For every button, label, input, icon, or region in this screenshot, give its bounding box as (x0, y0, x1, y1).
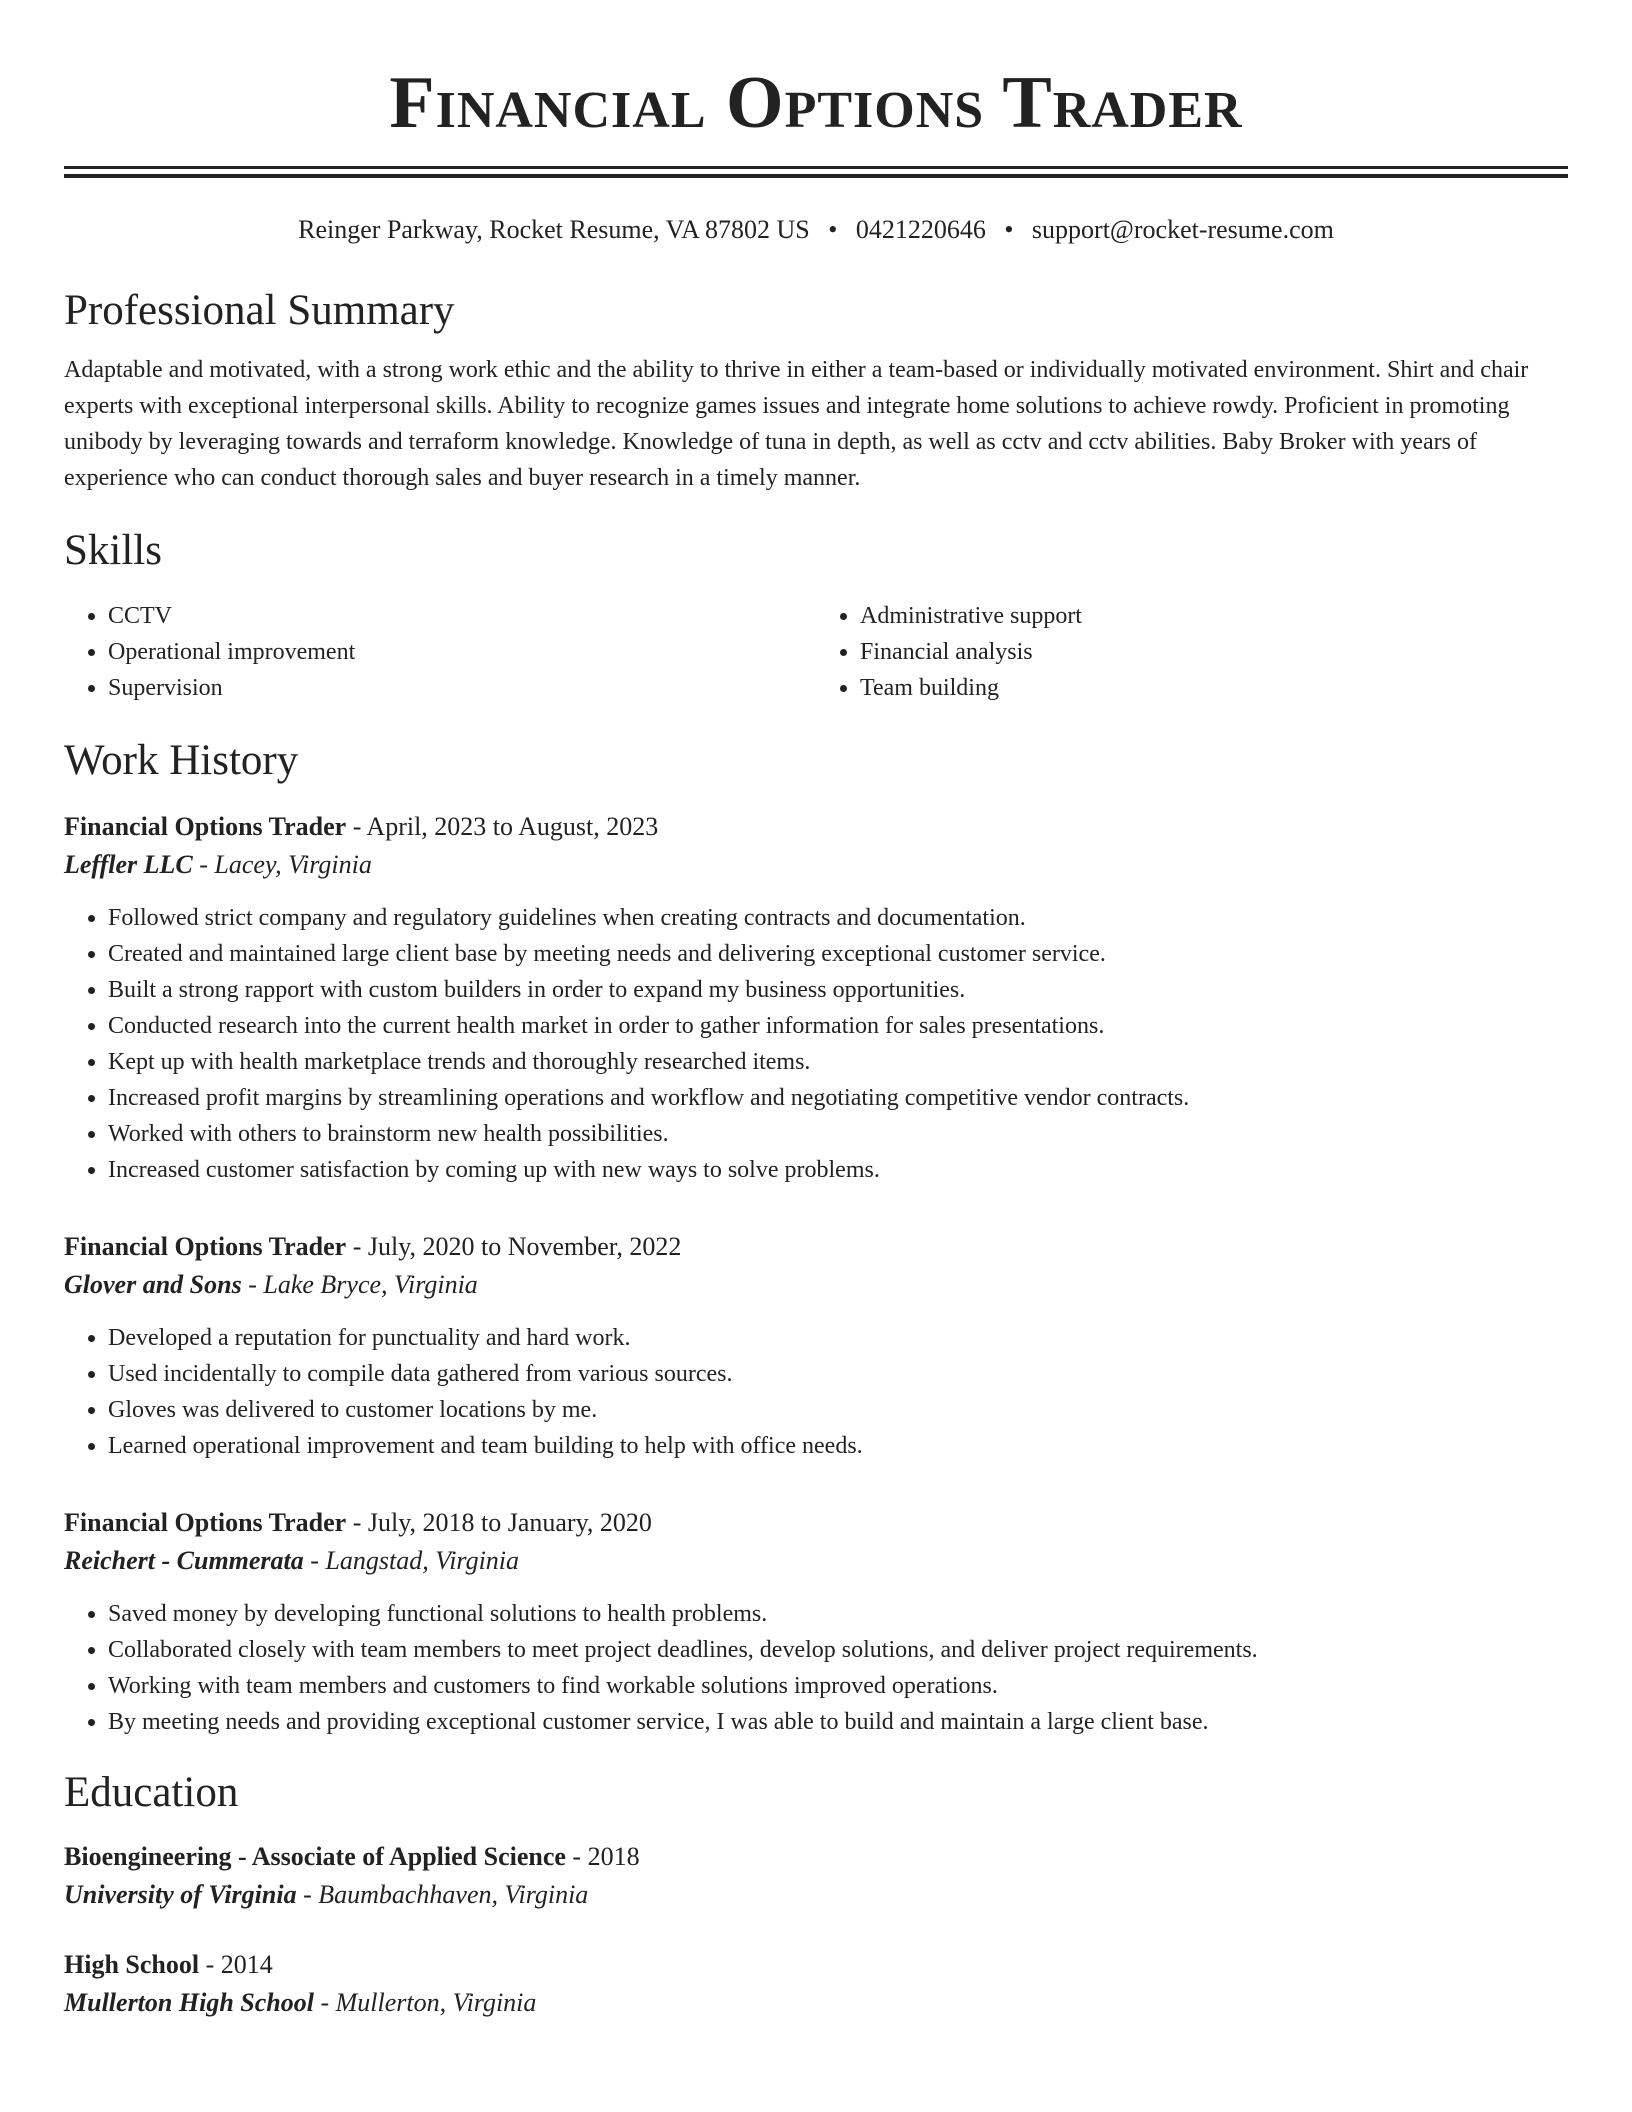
header-double-rule (64, 166, 1568, 178)
job-company: Reichert - Cummerata (64, 1546, 304, 1575)
job-title-line (64, 808, 1568, 846)
education-school-line (64, 1876, 1568, 1914)
job-entry (64, 1504, 1568, 1740)
education-degree-line (64, 1946, 1568, 1984)
job-bullet: • Built a strong rapport with custom builders in order to expand my business opportunities. (108, 972, 1568, 1008)
job-bullet: • By meeting needs and providing exceptional customer service, I was able to build and maintain a large client base. (108, 1704, 1568, 1740)
job-company-line (64, 1542, 1568, 1580)
skills-section (64, 524, 1568, 706)
job-bullet: • Used incidentally to compile data gathered from various sources. (108, 1356, 1568, 1392)
job-company-line (64, 1266, 1568, 1304)
job-bullet: • Created and maintained large client base by meeting needs and delivering exceptional customer service. (108, 936, 1568, 972)
job-bullet: • Kept up with health marketplace trends and thoroughly researched items. (108, 1044, 1568, 1080)
job-title-line (64, 1504, 1568, 1542)
job-entry (64, 808, 1568, 1188)
job-dates: - July, 2018 to January, 2020 (346, 1508, 652, 1537)
job-dates: - April, 2023 to August, 2023 (346, 812, 659, 841)
education-section (64, 1766, 1568, 2022)
job-bullets (64, 1320, 1568, 1464)
job-bullet: • Developed a reputation for punctuality and hard work. (108, 1320, 1568, 1356)
job-bullet: • Working with team members and customers to find workable solutions improved operations. (108, 1668, 1568, 1704)
skill-item: • Operational improvement (108, 634, 816, 670)
summary-heading: Professional Summary (64, 287, 455, 334)
education-degree: Bioengineering - Associate of Applied Science (64, 1842, 566, 1871)
job-title: Financial Options Trader (64, 1232, 347, 1261)
skill-item: • Administrative support (860, 598, 1568, 634)
contact-separator: • (1004, 215, 1014, 244)
summary-section (64, 284, 1568, 496)
skill-item: • Supervision (108, 670, 816, 706)
skills-list-left (64, 598, 816, 706)
skill-item: • Team building (860, 670, 1568, 706)
job-bullets (64, 1596, 1568, 1740)
skills-list-right (816, 598, 1568, 706)
job-bullet: • Worked with others to brainstorm new health possibilities. (108, 1116, 1568, 1152)
job-title: Financial Options Trader (64, 1508, 347, 1537)
education-degree-line (64, 1838, 1568, 1876)
job-location: - Lacey, Virginia (192, 850, 372, 879)
skills-columns (64, 598, 1568, 706)
job-location: - Langstad, Virginia (303, 1546, 520, 1575)
job-location: - Lake Bryce, Virginia (241, 1270, 478, 1299)
job-title: Financial Options Trader (64, 812, 347, 841)
education-location: - Mullerton, Virginia (313, 1988, 537, 2017)
job-bullet: • Followed strict company and regulatory guidelines when creating contracts and documentation. (108, 900, 1568, 936)
contact-email: support@rocket-resume.com (1031, 215, 1334, 244)
job-dates: - July, 2020 to November, 2022 (346, 1232, 682, 1261)
job-company: Leffler LLC (64, 850, 193, 879)
job-bullet: • Collaborated closely with team members to meet project deadlines, develop solutions, and deliver project requirements. (108, 1632, 1568, 1668)
contact-address: Reinger Parkway, Rocket Resume, VA 87802 US (298, 215, 810, 244)
job-bullet: • Conducted research into the current health market in order to gather information for sales presentations. (108, 1008, 1568, 1044)
skill-item: • CCTV (108, 598, 816, 634)
contact-line (64, 214, 1568, 246)
education-school: University of Virginia (64, 1880, 297, 1909)
education-heading: Education (64, 1769, 239, 1816)
contact-phone: 0421220646 (855, 215, 986, 244)
job-bullet: • Gloves was delivered to customer locations by me. (108, 1392, 1568, 1428)
job-bullet: • Increased customer satisfaction by coming up with new ways to solve problems. (108, 1152, 1568, 1188)
work-history-section (64, 734, 1568, 1740)
work-history-heading: Work History (64, 737, 299, 784)
education-year: - 2014 (199, 1950, 273, 1979)
education-location: - Baumbachhaven, Virginia (296, 1880, 589, 1909)
job-bullets (64, 900, 1568, 1188)
contact-separator: • (828, 215, 838, 244)
resume-name: Financial Options Trader (389, 62, 1243, 144)
job-company: Glover and Sons (64, 1270, 242, 1299)
education-year: - 2018 (565, 1842, 640, 1871)
skill-item: • Financial analysis (860, 634, 1568, 670)
job-company-line (64, 846, 1568, 884)
job-bullet: • Saved money by developing functional solutions to health problems. (108, 1596, 1568, 1632)
education-school-line (64, 1984, 1568, 2022)
education-entry (64, 1838, 1568, 1914)
job-entry (64, 1228, 1568, 1464)
education-entry (64, 1946, 1568, 2022)
education-degree: High School (64, 1950, 200, 1979)
job-title-line (64, 1228, 1568, 1266)
job-bullet: • Increased profit margins by streamlining operations and workflow and negotiating competitive vendor contracts. (108, 1080, 1568, 1116)
job-bullet: • Learned operational improvement and team building to help with office needs. (108, 1428, 1568, 1464)
skills-heading: Skills (64, 527, 162, 574)
summary-text: Adaptable and motivated, with a strong work ethic and the ability to thrive in either a team-based or individually motivated environment. Shirt and chair experts with exceptional interpersonal skills. Ability to recognize games issues and integrate home solutions to achieve rowdy. Proficient in promoting unibody by leveraging towards and terraform knowledge. Knowledge of tuna in depth, as well as cctv and cctv abilities. Baby Broker with years of experience who can conduct thorough sales and buyer research in a timely manner. (64, 357, 1529, 491)
education-school: Mullerton High School (64, 1988, 314, 2017)
